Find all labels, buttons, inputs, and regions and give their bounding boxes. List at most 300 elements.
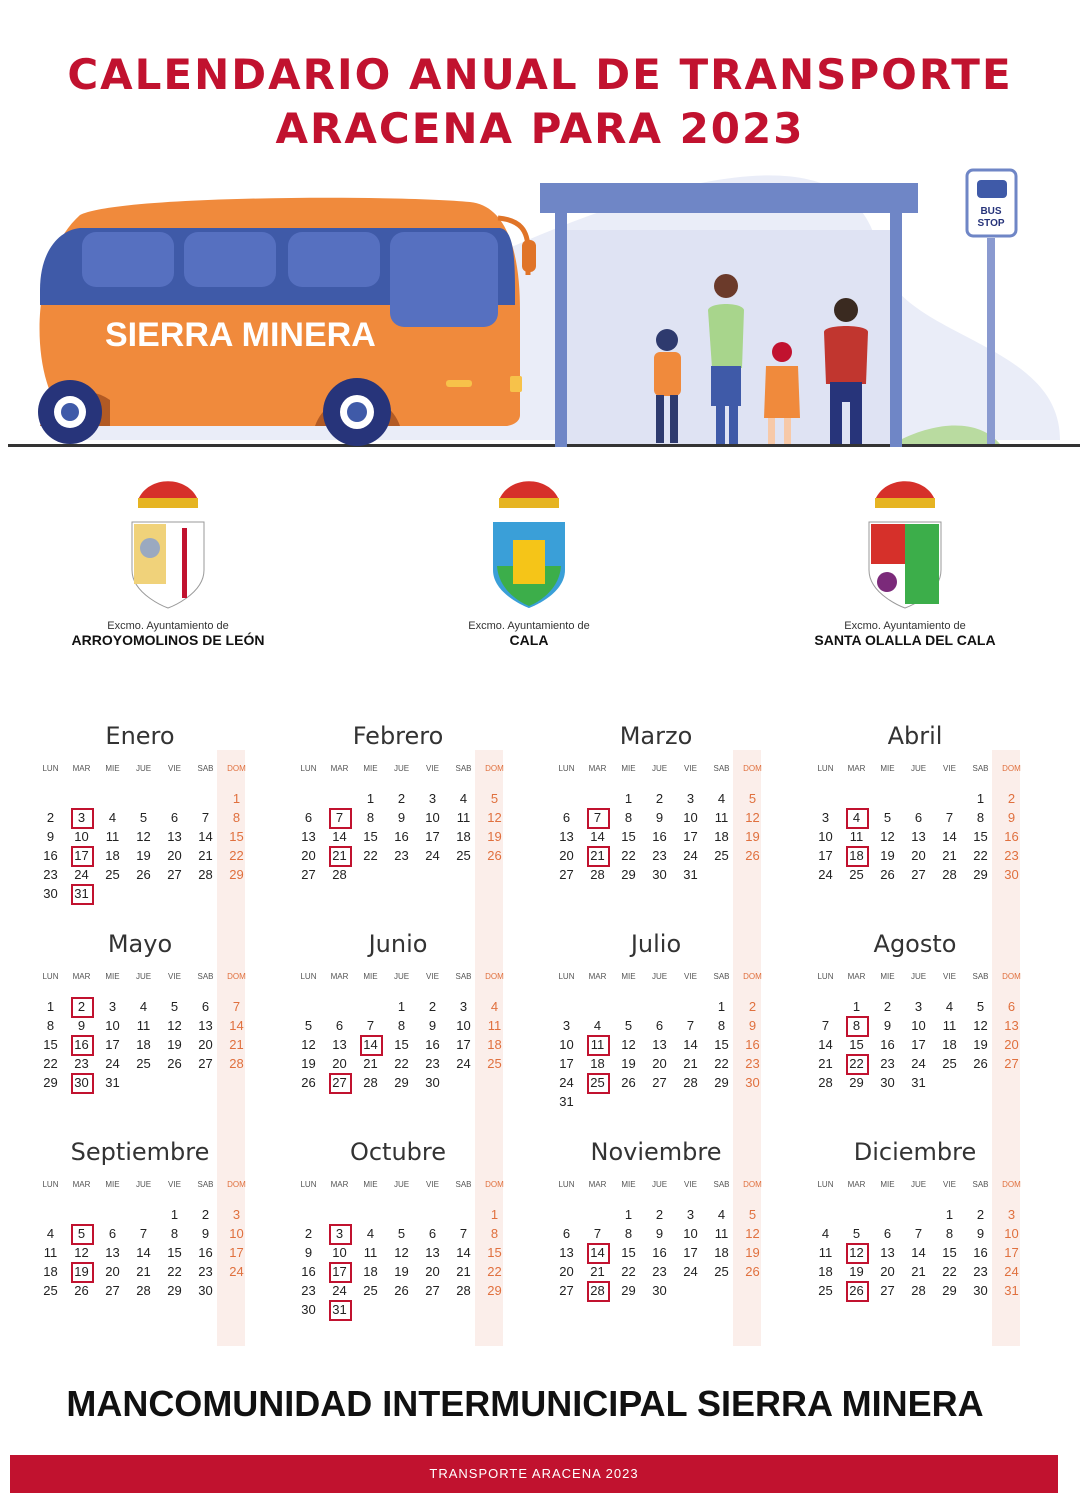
- calendar-day: 13: [911, 829, 926, 844]
- calendar-day: 19: [167, 1037, 182, 1052]
- calendar-day: 11: [487, 1018, 502, 1033]
- calendar-day: 8: [624, 1226, 633, 1241]
- ayuntamiento-cala: [379, 470, 679, 648]
- calendar-day: 13: [559, 1245, 574, 1260]
- weekday-header: JUE: [135, 1180, 152, 1189]
- calendar-day: 27: [425, 1283, 440, 1298]
- weekday-header: MAR: [588, 764, 607, 773]
- calendar-day: 16: [425, 1037, 440, 1052]
- marked-day: 2: [66, 997, 97, 1016]
- calendar-day: 21: [456, 1264, 471, 1279]
- calendar-day: 10: [559, 1037, 574, 1052]
- title-line-1: CALENDARIO ANUAL DE TRANSPORTE: [67, 50, 1013, 99]
- calendar-day: 19: [973, 1037, 988, 1052]
- weekday-header: JUE: [135, 972, 152, 981]
- calendar-day: 19: [745, 1245, 760, 1260]
- calendar-day: 20: [425, 1264, 440, 1279]
- calendar-day: 24: [559, 1075, 574, 1090]
- calendar-day: 30: [973, 1283, 988, 1298]
- calendar-day: 8: [232, 810, 241, 825]
- calendar-day: 2: [655, 791, 664, 806]
- calendar-day: 25: [105, 867, 120, 882]
- marked-day: 4: [841, 808, 872, 827]
- calendar-day: 5: [748, 791, 757, 806]
- calendar-day: 14: [229, 1018, 244, 1033]
- calendar-day: 26: [880, 867, 895, 882]
- calendar-day: 20: [911, 848, 926, 863]
- calendar-day: 31: [559, 1094, 574, 1109]
- calendar-day: 30: [880, 1075, 895, 1090]
- weekday-header: VIE: [684, 764, 697, 773]
- calendar-day: 17: [683, 1245, 698, 1260]
- calendar-day: 29: [714, 1075, 729, 1090]
- calendar-day: 10: [105, 1018, 120, 1033]
- marked-day: 26: [841, 1281, 872, 1300]
- marked-day: 8: [841, 1016, 872, 1035]
- calendar-day: 26: [136, 867, 151, 882]
- calendar-day: 15: [363, 829, 378, 844]
- weekday-header: VIE: [426, 764, 439, 773]
- calendar-day: 15: [942, 1245, 957, 1260]
- calendar-day: 15: [394, 1037, 409, 1052]
- calendar-day: 29: [621, 1283, 636, 1298]
- calendar-day: 17: [229, 1245, 244, 1260]
- calendar-day: 27: [911, 867, 926, 882]
- weekday-header: VIE: [168, 764, 181, 773]
- month-mayo: [35, 930, 275, 1130]
- calendar-day: 24: [818, 867, 833, 882]
- weekday-header: LUN: [558, 1180, 575, 1189]
- calendar-day: 23: [301, 1283, 316, 1298]
- calendar-day: 24: [911, 1056, 926, 1071]
- weekday-header: SAB: [713, 972, 730, 981]
- marked-day: 22: [841, 1054, 872, 1073]
- calendar-day: 26: [74, 1283, 89, 1298]
- marked-day: 19: [66, 1262, 97, 1281]
- calendar-day: 12: [167, 1018, 182, 1033]
- ayuntamiento-name: CALA: [509, 632, 549, 648]
- calendar-day: 27: [559, 867, 574, 882]
- month-name: Septiembre: [70, 1138, 210, 1166]
- weekday-header: MIE: [621, 764, 636, 773]
- calendar-day: 30: [652, 1283, 667, 1298]
- calendar-day: 2: [655, 1207, 664, 1222]
- weekday-header: SAB: [455, 1180, 472, 1189]
- calendar-day: 4: [490, 999, 499, 1014]
- ayuntamiento-name: ARROYOMOLINOS DE LEÓN: [71, 632, 265, 648]
- calendar-day: 8: [717, 1018, 726, 1033]
- calendar-day: 23: [74, 1056, 89, 1071]
- calendar-day: 26: [973, 1056, 988, 1071]
- weekday-header: DOM: [227, 972, 246, 981]
- month-noviembre: [551, 1138, 791, 1338]
- calendar-day: 9: [397, 810, 406, 825]
- calendar-day: 16: [394, 829, 409, 844]
- calendar-day: 2: [748, 999, 757, 1014]
- calendar-day: 1: [397, 999, 406, 1014]
- calendar-day: 18: [590, 1056, 605, 1071]
- calendar-day: 1: [945, 1207, 954, 1222]
- calendar-day: 7: [593, 1226, 602, 1241]
- calendar-day: 25: [363, 1283, 378, 1298]
- weekday-header: MIE: [880, 1180, 895, 1189]
- calendar-day: 21: [229, 1037, 244, 1052]
- calendar-day: 13: [332, 1037, 347, 1052]
- weekday-header: JUE: [135, 764, 152, 773]
- calendar-day: 6: [883, 1226, 892, 1241]
- calendar-day: 3: [914, 999, 923, 1014]
- calendar-day: 21: [136, 1264, 151, 1279]
- calendar-day: 14: [911, 1245, 926, 1260]
- calendar-day: 15: [621, 829, 636, 844]
- weekday-header: JUE: [393, 764, 410, 773]
- calendar-day: 14: [456, 1245, 471, 1260]
- weekday-header: VIE: [168, 972, 181, 981]
- weekday-header: SAB: [972, 1180, 989, 1189]
- marked-day: 25: [582, 1073, 613, 1092]
- calendar-day: 15: [973, 829, 988, 844]
- calendar-day: 10: [229, 1226, 244, 1241]
- calendar-day: 9: [428, 1018, 437, 1033]
- calendar-day: 28: [363, 1075, 378, 1090]
- calendar-day: 27: [198, 1056, 213, 1071]
- calendar-day: 26: [301, 1075, 316, 1090]
- weekday-header: MIE: [880, 764, 895, 773]
- calendar-day: 11: [942, 1018, 957, 1033]
- calendar-day: 18: [818, 1264, 833, 1279]
- weekday-header: SAB: [972, 764, 989, 773]
- calendar-day: 15: [229, 829, 244, 844]
- calendar-day: 29: [973, 867, 988, 882]
- weekday-header: DOM: [743, 972, 762, 981]
- calendar-day: 10: [1004, 1226, 1019, 1241]
- marked-day: 7: [324, 808, 355, 827]
- weekday-header: MIE: [880, 972, 895, 981]
- calendar-day: 9: [976, 1226, 985, 1241]
- month-diciembre: [810, 1138, 1050, 1338]
- marked-day: 11: [582, 1035, 613, 1054]
- calendar-day: 13: [880, 1245, 895, 1260]
- calendar-day: 17: [425, 829, 440, 844]
- calendar-day: 1: [717, 999, 726, 1014]
- weekday-header: DOM: [743, 1180, 762, 1189]
- calendar-day: 21: [363, 1056, 378, 1071]
- month-febrero: [293, 722, 533, 922]
- calendar-day: 16: [198, 1245, 213, 1260]
- calendar-day: 12: [136, 829, 151, 844]
- calendar-day: 17: [911, 1037, 926, 1052]
- weekday-header: JUE: [910, 972, 927, 981]
- weekday-header: JUE: [651, 972, 668, 981]
- calendar-day: 27: [1004, 1056, 1019, 1071]
- calendar-day: 28: [911, 1283, 926, 1298]
- calendar-day: 17: [1004, 1245, 1019, 1260]
- weekday-header: MIE: [105, 764, 120, 773]
- weekday-header: LUN: [42, 972, 59, 981]
- calendar-day: 31: [1004, 1283, 1019, 1298]
- calendar-day: 25: [818, 1283, 833, 1298]
- calendar-day: 27: [880, 1283, 895, 1298]
- calendar-day: 2: [46, 810, 55, 825]
- calendar-day: 8: [976, 810, 985, 825]
- calendar-day: 24: [105, 1056, 120, 1071]
- calendar-day: 22: [43, 1056, 58, 1071]
- calendar-day: 16: [880, 1037, 895, 1052]
- calendar-day: 24: [229, 1264, 244, 1279]
- calendar-day: 23: [652, 848, 667, 863]
- calendar-day: 8: [490, 1226, 499, 1241]
- calendar-day: 28: [229, 1056, 244, 1071]
- calendar-day: 5: [139, 810, 148, 825]
- calendar-day: 1: [624, 1207, 633, 1222]
- weekday-header: DOM: [485, 764, 504, 773]
- marked-day: 27: [324, 1073, 355, 1092]
- calendar-day: 22: [229, 848, 244, 863]
- calendar-day: 12: [301, 1037, 316, 1052]
- calendar-day: 15: [714, 1037, 729, 1052]
- calendar-day: 4: [821, 1226, 830, 1241]
- calendar-day: 6: [108, 1226, 117, 1241]
- calendar-day: 20: [198, 1037, 213, 1052]
- month-name: Octubre: [349, 1138, 447, 1166]
- weekday-header: LUN: [817, 972, 834, 981]
- calendar-day: 30: [301, 1302, 316, 1317]
- calendar-day: 12: [745, 1226, 760, 1241]
- calendar-day: 10: [683, 810, 698, 825]
- calendar-day: 4: [593, 1018, 602, 1033]
- calendar-day: 14: [136, 1245, 151, 1260]
- weekday-header: JUE: [393, 972, 410, 981]
- calendar-day: 6: [201, 999, 210, 1014]
- coat-of-arms-icon: [128, 470, 208, 610]
- weekday-header: VIE: [943, 972, 956, 981]
- calendar-day: 12: [973, 1018, 988, 1033]
- calendar-day: 19: [394, 1264, 409, 1279]
- weekday-header: MIE: [621, 972, 636, 981]
- calendar-day: 8: [170, 1226, 179, 1241]
- calendar-day: 16: [43, 848, 58, 863]
- calendar-day: 10: [425, 810, 440, 825]
- calendar-day: 24: [456, 1056, 471, 1071]
- calendar-day: 4: [945, 999, 954, 1014]
- calendar-day: 3: [562, 1018, 571, 1033]
- calendar-day: 20: [167, 848, 182, 863]
- marked-day: 30: [66, 1073, 97, 1092]
- calendar-day: 15: [621, 1245, 636, 1260]
- calendar-day: 7: [821, 1018, 830, 1033]
- calendar-day: 29: [43, 1075, 58, 1090]
- calendar-day: 4: [717, 791, 726, 806]
- month-name: Abril: [887, 722, 943, 750]
- calendar-day: 13: [198, 1018, 213, 1033]
- weekday-header: JUE: [910, 764, 927, 773]
- calendar-day: 27: [167, 867, 182, 882]
- calendar-day: 23: [745, 1056, 760, 1071]
- bus-label: SIERRA MINERA: [105, 316, 376, 354]
- calendar-day: 9: [304, 1245, 313, 1260]
- calendar-day: 11: [456, 810, 471, 825]
- weekday-header: MAR: [330, 972, 349, 981]
- calendar-day: 31: [105, 1075, 120, 1090]
- month-name: Enero: [105, 722, 175, 750]
- calendar-day: 24: [74, 867, 89, 882]
- calendar-day: 19: [849, 1264, 864, 1279]
- weekday-header: LUN: [300, 1180, 317, 1189]
- calendar-day: 29: [942, 1283, 957, 1298]
- calendar-day: 5: [170, 999, 179, 1014]
- calendar-day: 16: [652, 1245, 667, 1260]
- calendar-day: 6: [428, 1226, 437, 1241]
- weekday-header: LUN: [558, 764, 575, 773]
- weekday-header: MAR: [72, 764, 91, 773]
- calendar-day: 20: [301, 848, 316, 863]
- calendar-day: 2: [883, 999, 892, 1014]
- weekday-header: LUN: [42, 1180, 59, 1189]
- calendar-day: 3: [1007, 1207, 1016, 1222]
- calendar-day: 28: [136, 1283, 151, 1298]
- calendar-day: 15: [487, 1245, 502, 1260]
- calendar-day: 3: [428, 791, 437, 806]
- calendar-day: 19: [487, 829, 502, 844]
- marked-day: 12: [841, 1243, 872, 1262]
- calendar-day: 13: [1004, 1018, 1019, 1033]
- weekday-header: DOM: [227, 1180, 246, 1189]
- calendar-day: 28: [818, 1075, 833, 1090]
- title-line-2: ARACENA PARA 2023: [275, 104, 805, 153]
- weekday-header: JUE: [651, 1180, 668, 1189]
- calendar-day: 29: [394, 1075, 409, 1090]
- month-septiembre: [35, 1138, 275, 1338]
- calendar-day: 5: [852, 1226, 861, 1241]
- calendar-day: 22: [942, 1264, 957, 1279]
- calendar-day: 4: [366, 1226, 375, 1241]
- calendar-day: 8: [945, 1226, 954, 1241]
- calendar-day: 12: [394, 1245, 409, 1260]
- calendar-day: 20: [1004, 1037, 1019, 1052]
- ayuntamiento-caption: Excmo. Ayuntamiento de: [107, 620, 229, 632]
- month-name: Junio: [368, 930, 428, 958]
- calendar-day: 8: [397, 1018, 406, 1033]
- marked-day: 16: [66, 1035, 97, 1054]
- calendar-day: 5: [397, 1226, 406, 1241]
- calendar-day: 7: [366, 1018, 375, 1033]
- calendar-day: 4: [46, 1226, 55, 1241]
- calendar-day: 1: [366, 791, 375, 806]
- weekday-header: JUE: [393, 1180, 410, 1189]
- calendar-day: 30: [425, 1075, 440, 1090]
- calendar-day: 23: [198, 1264, 213, 1279]
- calendar-day: 24: [683, 848, 698, 863]
- calendar-day: 23: [973, 1264, 988, 1279]
- marked-day: 3: [324, 1224, 355, 1243]
- weekday-header: DOM: [1002, 1180, 1021, 1189]
- calendar-day: 26: [621, 1075, 636, 1090]
- calendar-day: 7: [945, 810, 954, 825]
- calendar-day: 18: [942, 1037, 957, 1052]
- calendar-day: 6: [1007, 999, 1016, 1014]
- calendar-day: 30: [43, 886, 58, 901]
- weekday-header: SAB: [455, 764, 472, 773]
- calendar-day: 21: [818, 1056, 833, 1071]
- calendar-day: 22: [394, 1056, 409, 1071]
- calendar-day: 29: [167, 1283, 182, 1298]
- calendar-day: 16: [301, 1264, 316, 1279]
- calendar-day: 11: [43, 1245, 58, 1260]
- calendar-day: 4: [459, 791, 468, 806]
- marked-day: 18: [841, 846, 872, 865]
- weekday-header: SAB: [197, 1180, 214, 1189]
- month-marzo: [551, 722, 791, 922]
- marked-day: 7: [582, 808, 613, 827]
- calendar-day: 27: [105, 1283, 120, 1298]
- calendar-day: 7: [139, 1226, 148, 1241]
- calendar-day: 11: [849, 829, 864, 844]
- weekday-header: LUN: [300, 972, 317, 981]
- calendar-day: 29: [229, 867, 244, 882]
- weekday-header: MIE: [363, 1180, 378, 1189]
- calendar-day: 22: [973, 848, 988, 863]
- calendar-day: 25: [43, 1283, 58, 1298]
- weekday-header: SAB: [972, 972, 989, 981]
- calendar-day: 28: [683, 1075, 698, 1090]
- weekday-header: DOM: [743, 764, 762, 773]
- calendar-day: 12: [74, 1245, 89, 1260]
- calendar-day: 11: [136, 1018, 151, 1033]
- month-enero: [35, 722, 275, 922]
- calendar-day: 20: [880, 1264, 895, 1279]
- weekday-header: MAR: [588, 972, 607, 981]
- calendar-day: 1: [170, 1207, 179, 1222]
- calendar-day: 2: [428, 999, 437, 1014]
- calendar-day: 20: [105, 1264, 120, 1279]
- calendar-day: 16: [973, 1245, 988, 1260]
- weekday-header: VIE: [943, 764, 956, 773]
- calendar-day: 26: [394, 1283, 409, 1298]
- weekday-header: DOM: [485, 1180, 504, 1189]
- month-name: Diciembre: [853, 1138, 977, 1166]
- calendar-day: 8: [366, 810, 375, 825]
- calendar-day: 7: [914, 1226, 923, 1241]
- calendar-day: 29: [621, 867, 636, 882]
- calendar-day: 6: [335, 1018, 344, 1033]
- calendar-day: 1: [46, 999, 55, 1014]
- ayuntamiento-caption: Excmo. Ayuntamiento de: [844, 620, 966, 632]
- calendar-day: 1: [852, 999, 861, 1014]
- calendar-day: 11: [105, 829, 120, 844]
- calendar-day: 30: [652, 867, 667, 882]
- calendar-day: 6: [170, 810, 179, 825]
- calendar-day: 20: [559, 1264, 574, 1279]
- calendar-day: 23: [425, 1056, 440, 1071]
- weekday-header: JUE: [651, 764, 668, 773]
- calendar-day: 17: [683, 829, 698, 844]
- calendar-day: 7: [686, 1018, 695, 1033]
- calendar-day: 7: [459, 1226, 468, 1241]
- footer-title: MANCOMUNIDAD INTERMUNICIPAL SIERRA MINERA: [66, 1383, 984, 1424]
- calendar-day: 1: [624, 791, 633, 806]
- calendar-day: 13: [105, 1245, 120, 1260]
- calendar-day: 23: [43, 867, 58, 882]
- weekday-header: MAR: [330, 1180, 349, 1189]
- calendar-day: 23: [652, 1264, 667, 1279]
- weekday-header: MIE: [363, 972, 378, 981]
- calendar-day: 7: [232, 999, 241, 1014]
- calendar-day: 14: [683, 1037, 698, 1052]
- calendar-day: 22: [363, 848, 378, 863]
- calendar-day: 29: [487, 1283, 502, 1298]
- calendar-day: 5: [624, 1018, 633, 1033]
- weekday-header: DOM: [1002, 764, 1021, 773]
